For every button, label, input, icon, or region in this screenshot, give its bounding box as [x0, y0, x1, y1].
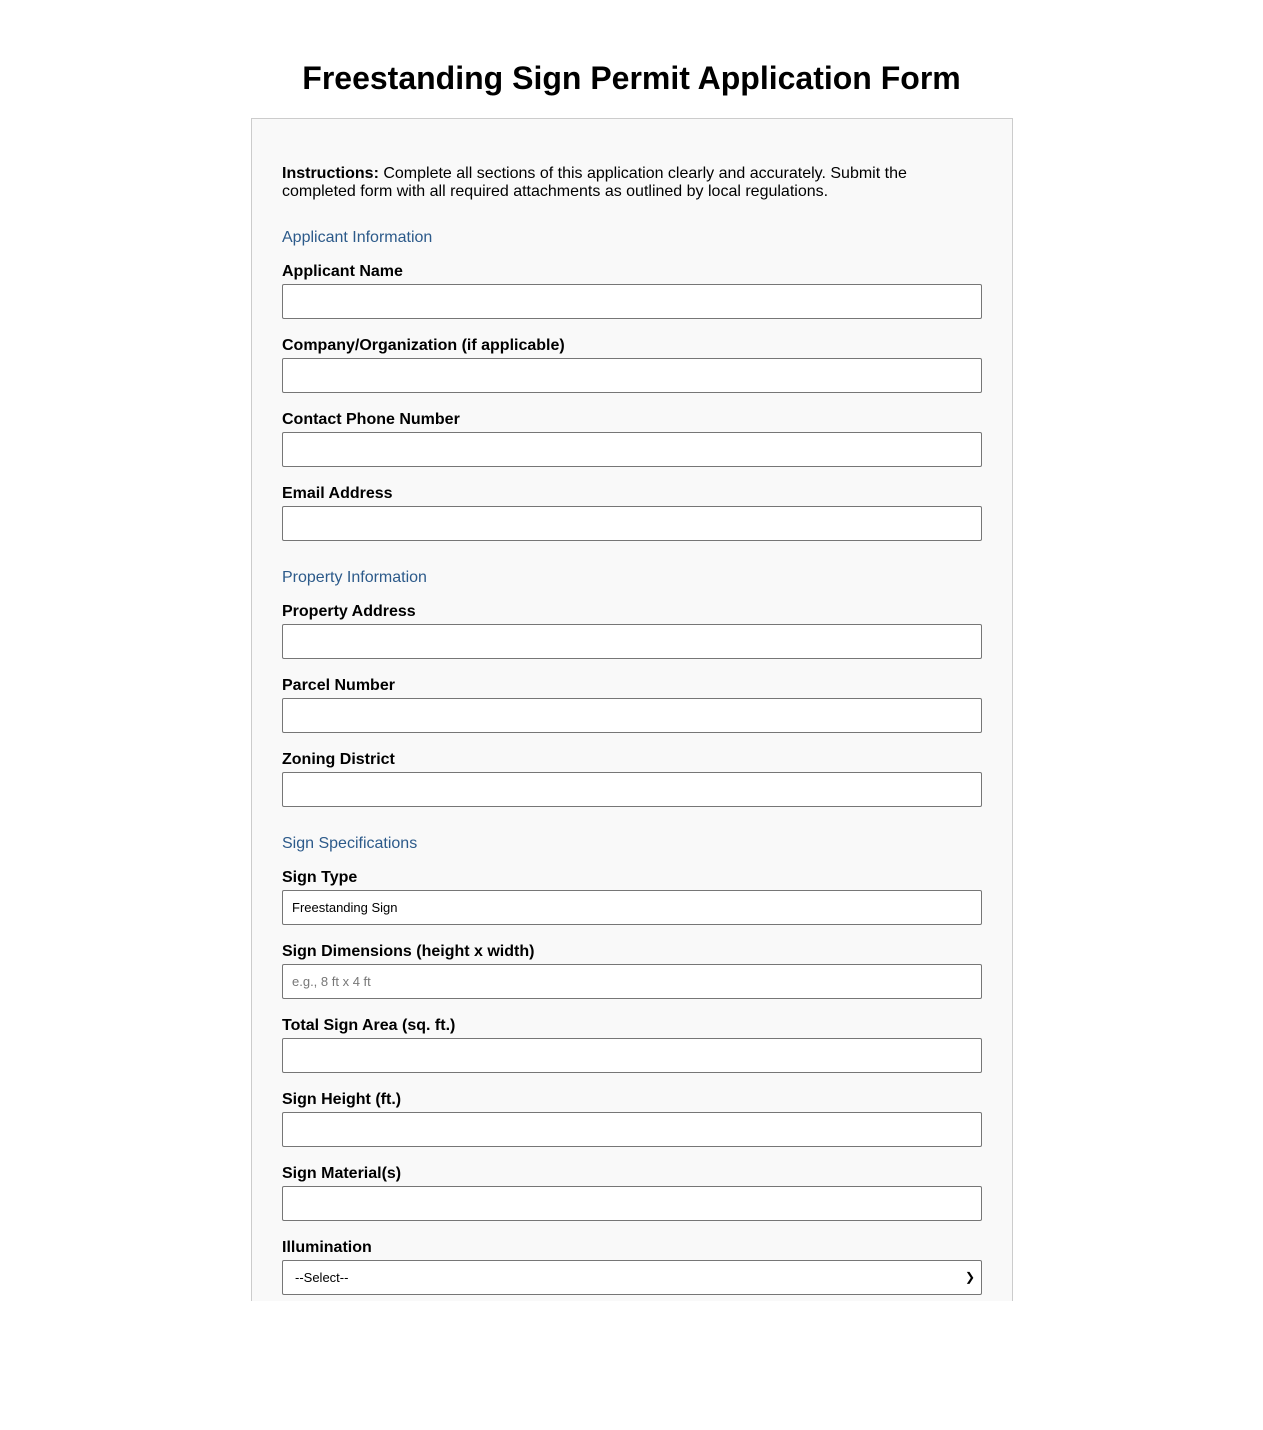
section-heading: Sign Specifications [282, 835, 418, 852]
sign-type-input[interactable] [282, 890, 982, 925]
field-label: Sign Material(s) [282, 1165, 402, 1182]
chevron-down-icon: ❯ [964, 1270, 975, 1284]
form-field [282, 263, 982, 319]
sign-height-ft-input[interactable] [282, 1112, 982, 1147]
field-label: Sign Dimensions (height x width) [282, 943, 535, 960]
form-field [282, 943, 982, 999]
section-heading: Property Information [282, 569, 427, 586]
sign-material-s-input[interactable] [282, 1186, 982, 1221]
contact-phone-number-input[interactable] [282, 432, 982, 467]
field-label: Company/Organization (if applicable) [282, 337, 565, 354]
select-value: --Select-- [295, 1270, 349, 1285]
instructions [282, 165, 982, 201]
form-field [282, 751, 982, 807]
field-label: Sign Height (ft.) [282, 1091, 402, 1108]
instructions-text: Complete all sections of this application clearly and accurately. Submit the completed form with all required attachments as outlined by local regulations. [282, 165, 907, 200]
company-organization-if-applicable-input[interactable] [282, 358, 982, 393]
field-label: Applicant Name [282, 263, 403, 280]
field-label: Illumination [282, 1239, 372, 1256]
form-field [282, 1091, 982, 1147]
field-label: Sign Type [282, 869, 358, 886]
form-field [282, 411, 982, 467]
form-field [282, 603, 982, 659]
field-label: Contact Phone Number [282, 411, 460, 428]
field-label: Property Address [282, 603, 416, 620]
applicant-name-input[interactable] [282, 284, 982, 319]
field-label: Total Sign Area (sq. ft.) [282, 1017, 456, 1034]
email-address-input[interactable] [282, 506, 982, 541]
section-heading: Applicant Information [282, 229, 433, 246]
form-container [251, 118, 1013, 1301]
form-field [282, 1165, 982, 1221]
form-field [282, 337, 982, 393]
field-label: Parcel Number [282, 677, 395, 694]
total-sign-area-sq-ft-input[interactable] [282, 1038, 982, 1073]
instructions-label: Instructions: [282, 165, 379, 182]
sign-dimensions-height-x-width-input[interactable] [282, 964, 982, 999]
zoning-district-input[interactable] [282, 772, 982, 807]
property-address-input[interactable] [282, 624, 982, 659]
illumination-select[interactable] [282, 1260, 982, 1295]
form-field [282, 677, 982, 733]
field-label: Zoning District [282, 751, 395, 768]
input-placeholder: e.g., 8 ft x 4 ft [292, 974, 371, 989]
form-field [282, 1017, 982, 1073]
input-value: Freestanding Sign [292, 900, 398, 915]
field-label: Email Address [282, 485, 393, 502]
form-field [282, 485, 982, 541]
page-title: Freestanding Sign Permit Application Form [302, 60, 961, 96]
illumination-field [282, 1239, 982, 1295]
form-field [282, 869, 982, 925]
parcel-number-input[interactable] [282, 698, 982, 733]
